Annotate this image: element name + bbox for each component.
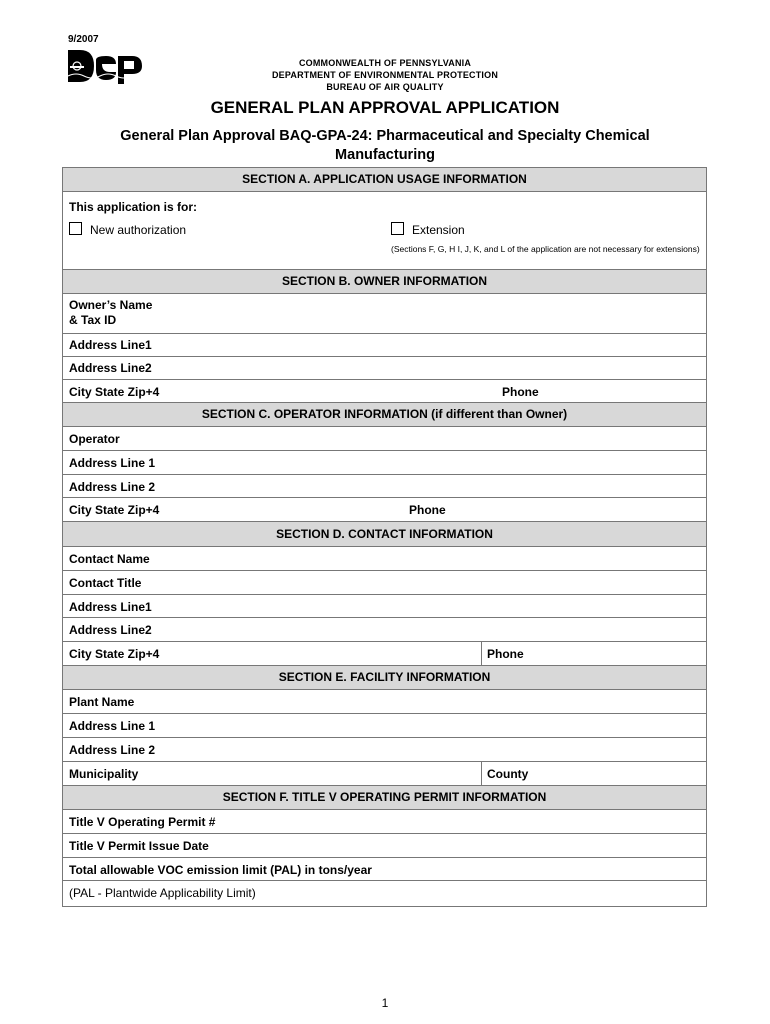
facility-address1-label: Address Line 1 [69, 719, 156, 733]
new-authorization-option[interactable] [69, 222, 186, 237]
owner-city-row[interactable] [63, 380, 706, 403]
page-subtitle: General Plan Approval BAQ-GPA-24: Pharmaceutical and Specialty Chemical Manufacturing [120, 128, 650, 163]
contact-name-row[interactable] [63, 547, 706, 571]
permit-issue-date-row[interactable] [63, 834, 706, 858]
municipality-label: Municipality [69, 767, 139, 781]
owner-address1-row[interactable] [63, 334, 706, 357]
operator-address1-label: Address Line 1 [69, 456, 156, 470]
contact-name-label: Contact Name [69, 552, 150, 566]
agency-line-department: DEPARTMENT OF ENVIRONMENTAL PROTECTION [271, 70, 499, 80]
operator-city-label: City State Zip+4 [69, 503, 160, 517]
new-authorization-label: New authorization [90, 223, 187, 237]
contact-phone-label: Phone [487, 647, 524, 661]
new-authorization-checkbox[interactable] [69, 222, 82, 235]
extension-note: (Sections F, G, H I, J, K, and L of the application are not necessary for extensions) [391, 244, 700, 254]
facility-address2-row[interactable] [63, 738, 706, 762]
permit-number-label: Title V Operating Permit # [69, 815, 216, 829]
facility-address2-label: Address Line 2 [69, 743, 156, 757]
extension-option[interactable] [391, 222, 465, 237]
pal-note-row[interactable] [63, 881, 706, 906]
voc-limit-row[interactable] [63, 858, 706, 881]
owner-phone-label: Phone [502, 385, 539, 399]
plant-name-label: Plant Name [69, 695, 135, 709]
agency-line-bureau: BUREAU OF AIR QUALITY [326, 82, 444, 92]
owner-address2-row[interactable] [63, 357, 706, 380]
pal-note-label: (PAL - Plantwide Applicability Limit) [69, 886, 256, 900]
facility-address1-row[interactable] [63, 714, 706, 738]
municipality-row[interactable] [63, 762, 706, 786]
contact-city-row[interactable] [63, 642, 706, 666]
section-b-heading: SECTION B. OWNER INFORMATION [63, 270, 706, 294]
contact-address1-row[interactable] [63, 595, 706, 618]
section-e-heading: SECTION E. FACILITY INFORMATION [63, 666, 706, 690]
contact-city-label: City State Zip+4 [69, 647, 160, 661]
permit-issue-date-label: Title V Permit Issue Date [69, 839, 209, 853]
contact-phone-divider [481, 642, 482, 665]
voc-limit-label: Total allowable VOC emission limit (PAL) in tons/year [69, 863, 372, 877]
county-label: County [487, 767, 529, 781]
section-d-heading: SECTION D. CONTACT INFORMATION [63, 522, 706, 547]
section-a-heading: SECTION A. APPLICATION USAGE INFORMATION [63, 168, 706, 192]
operator-label: Operator [69, 432, 120, 446]
extension-checkbox[interactable] [391, 222, 404, 235]
page-number: 1 [381, 996, 389, 1010]
operator-city-row[interactable] [63, 498, 706, 522]
owner-name-row[interactable] [63, 294, 706, 334]
owner-address1-label: Address Line1 [69, 338, 152, 352]
owner-address2-label: Address Line2 [69, 361, 152, 375]
page-title: GENERAL PLAN APPROVAL APPLICATION [210, 98, 560, 117]
section-f-heading: SECTION F. TITLE V OPERATING PERMIT INFORMATION [63, 786, 706, 810]
section-c-heading: SECTION C. OPERATOR INFORMATION (if different than Owner) [63, 403, 706, 427]
operator-address2-label: Address Line 2 [69, 480, 156, 494]
contact-address2-label: Address Line2 [69, 623, 152, 637]
operator-address1-row[interactable] [63, 451, 706, 475]
operator-phone-label: Phone [409, 503, 446, 517]
operator-row[interactable] [63, 427, 706, 451]
owner-city-label: City State Zip+4 [69, 385, 160, 399]
contact-title-row[interactable] [63, 571, 706, 595]
owner-name-label: Owner’s Name [69, 298, 153, 312]
form-date: 9/2007 [68, 34, 99, 45]
contact-address1-label: Address Line1 [69, 600, 152, 614]
contact-title-label: Contact Title [69, 576, 142, 590]
operator-address2-row[interactable] [63, 475, 706, 498]
section-a-usage-row [63, 192, 706, 270]
plant-name-row[interactable] [63, 690, 706, 714]
owner-tax-id-label: & Tax ID [69, 313, 117, 327]
agency-line-commonwealth: COMMONWEALTH OF PENNSYLVANIA [298, 58, 472, 68]
extension-label: Extension [412, 223, 465, 237]
usage-intro-label: This application is for: [69, 200, 198, 214]
contact-address2-row[interactable] [63, 618, 706, 642]
permit-number-row[interactable] [63, 810, 706, 834]
application-form [62, 167, 707, 907]
county-divider [481, 762, 482, 785]
